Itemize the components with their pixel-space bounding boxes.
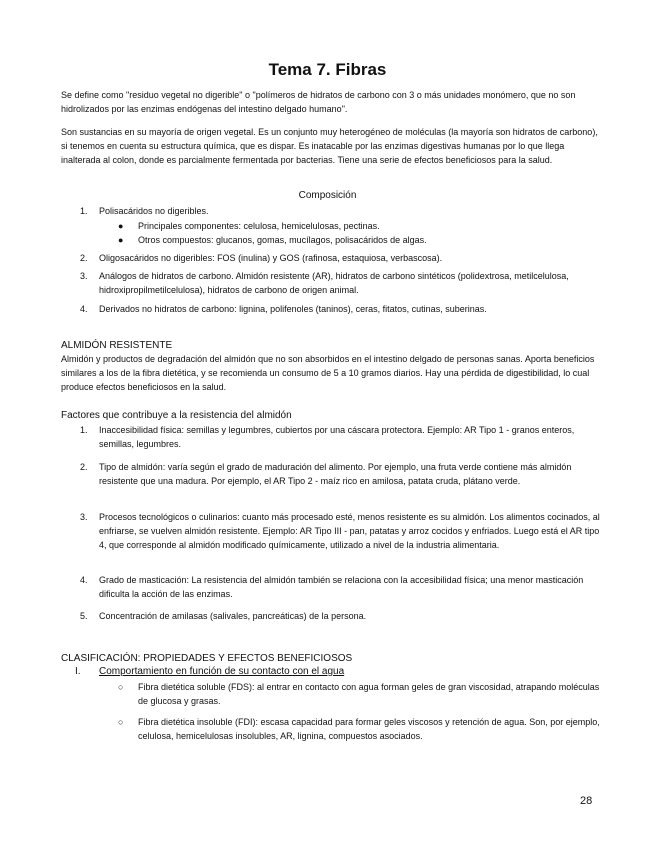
factores-item-2 xyxy=(80,460,600,488)
composition-item-4 xyxy=(80,302,600,316)
list-number: 4. xyxy=(80,304,88,314)
composition-item-2 xyxy=(80,251,600,265)
bullet-icon: ● xyxy=(118,221,124,231)
intro-definition: Se define como "residuo vegetal no digerible" o "polímeros de hidratos de carbono con 3 o más unidades monómero, que no son hidrolizados por las enzimas endógenas del intestino delgado humano". xyxy=(61,90,576,114)
list-text: Derivados no hidratos de carbono: lignina, polifenoles (taninos), ceras, fitatos, cutinas, suberinas. xyxy=(99,304,487,314)
list-number: 5. xyxy=(80,611,88,621)
factores-item-1 xyxy=(80,423,600,451)
composition-bullet-1 xyxy=(118,219,598,233)
list-number: 3. xyxy=(80,512,88,522)
list-number: 2. xyxy=(80,253,88,263)
page-number: 28 xyxy=(580,795,593,807)
list-number: 4. xyxy=(80,575,88,585)
clasificacion-subitem-2 xyxy=(118,715,600,743)
list-number: 2. xyxy=(80,462,88,472)
factores-item-4 xyxy=(80,573,600,601)
page-title: Tema 7. Fibras xyxy=(268,60,387,79)
list-text: Concentración de amilasas (salivales, pancreáticas) de la persona. xyxy=(99,611,367,621)
list-text: Grado de masticación: La resistencia del almidón también se relaciona con la accesibilidad física; una menor masticación dificulta la acción de las enzimas. xyxy=(99,575,584,599)
clasificacion-subitem-1 xyxy=(118,680,600,708)
list-text: Comportamiento en función de su contacto con el agua xyxy=(99,666,345,677)
list-text: Fibra dietética soluble (FDS): al entrar en contacto con agua forman geles de gran viscosidad, atrapando moléculas de glucosa y grasas. xyxy=(138,682,600,706)
list-text: Análogos de hidratos de carbono. Almidón resistente (AR), hidratos de carbono sintéticos (polidextrosa, metilcelulosa, hidroxipropilmetilcelulosa), hidratos de carbono de origen animal. xyxy=(99,271,569,295)
factores-item-3 xyxy=(80,510,600,552)
composition-item-3 xyxy=(80,269,600,297)
list-text: Procesos tecnológicos o culinarios: cuanto más procesado esté, menos resistente es su almidón. Los alimentos cocinados, al enfriarse, se vuelven almidón resistente. Ejemplo: AR Tipo III - pan, patatas y arroz cocidos y enfriados. Luego está el AR tipo 4, que corresponde al almidón modificado químicamente, utilizado a nivel de la industria alimentaria. xyxy=(99,512,600,550)
list-text: Inaccesibilidad física: semillas y legumbres, cubiertos por una cáscara protectora. Ejemplo: AR Tipo 1 - granos enteros, semillas, legumbres. xyxy=(99,425,575,449)
list-text: Tipo de almidón: varía según el grado de maduración del alimento. Por ejemplo, una fruta verde contiene más almidón resistente que una madura. Por ejemplo, el AR Tipo 2 - maíz rico en amilosa, patata cruda, plátano verde. xyxy=(99,462,572,486)
almidon-heading: ALMIDÓN RESISTENTE xyxy=(61,340,173,351)
clasificacion-item-i xyxy=(75,665,344,678)
composition-heading: Composición xyxy=(298,190,357,201)
factores-heading: Factores que contribuye a la resistencia del almidón xyxy=(61,410,292,421)
list-text: Otros compuestos: glucanos, gomas, mucílagos, polisacáridos de algas. xyxy=(138,235,427,245)
intro-origin: Son sustancias en su mayoría de origen vegetal. Es un conjunto muy heterogéneo de moléculas (la mayoría son hidratos de carbono), si tenemos en cuenta su estructura química, que es dispar. Es inatacable por las enzimas digestivas humanas por lo que llega inalterada al colon, donde es parcialmente fermentada por bacterias. Tiene una serie de efectos beneficiosos para la salud. xyxy=(61,127,598,165)
factores-item-5 xyxy=(80,609,600,623)
list-number: 1. xyxy=(80,425,88,435)
list-text: Polisacáridos no digeribles. xyxy=(99,206,209,216)
bullet-icon: ● xyxy=(118,235,124,245)
list-text: Oligosacáridos no digeribles: FOS (inulina) y GOS (rafinosa, estaquiosa, verbascosa). xyxy=(99,253,443,263)
list-number: 3. xyxy=(80,271,88,281)
list-number: I. xyxy=(75,666,81,677)
list-number: 1. xyxy=(80,206,88,216)
almidon-text: Almidón y productos de degradación del almidón que no son absorbidos en el intestino delgado de personas sanas. Aporta beneficios similares a los de la fibra dietética, y se recomienda un consumo de 5 a 10 gramos diarios. Hay una pérdida de digestibilidad, lo cual produce efectos beneficiosos en la salud. xyxy=(61,354,595,392)
list-text: Principales componentes: celulosa, hemicelulosas, pectinas. xyxy=(138,221,380,231)
clasificacion-heading: CLASIFICACIÓN: PROPIEDADES Y EFECTOS BENEFICIOSOS xyxy=(61,653,353,664)
composition-bullet-2 xyxy=(118,233,598,247)
list-text: Fibra dietética insoluble (FDI): escasa capacidad para formar geles viscosos y retención de agua. Son, por ejemplo, celulosa, hemicelulosas insolubles, AR, lignina, compuestos asociados. xyxy=(138,717,600,741)
composition-item-1 xyxy=(80,204,600,218)
circle-bullet-icon: ○ xyxy=(118,682,124,692)
circle-bullet-icon: ○ xyxy=(118,717,124,727)
